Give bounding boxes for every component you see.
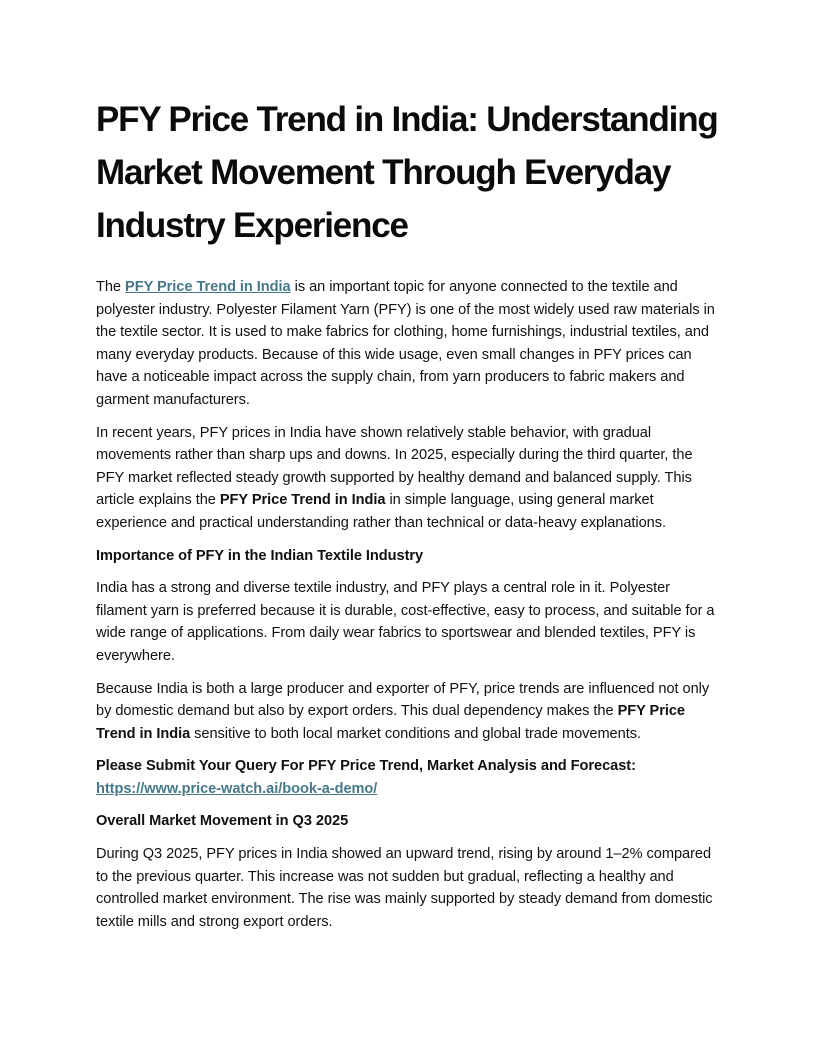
intro-text-start: The <box>96 279 126 295</box>
recent-years-paragraph <box>96 422 724 535</box>
book-demo-link[interactable]: https://www.price-watch.ai/book-a-demo/ <box>96 780 378 797</box>
dual-dependency-text-start: Because India is both a large producer and exporter of PFY, price trends are influenced not only by domestic demand but also by export orders. This dual dependency makes the <box>96 680 710 720</box>
intro-text-rest: is an important topic for anyone connected to the textile and polyester industry. Polyester Filament Yarn (PFY) is one of the most widely used raw materials in the textile sector. It is used to make fabrics for clothing, home furnishings, industrial textiles, and many everyday products. Because of this wide usage, even small changes in PFY prices can have a noticeable impact across the supply chain, from yarn producers to fabric makers and garment manufacturers. <box>96 279 715 408</box>
recent-years-text-start: In recent years, PFY prices in India have shown relatively stable behavior, with gradual movements rather than sharp ups and downs. In 2025, especially during the third quarter, the PFY market reflected steady growth supported by healthy demand and balanced supply. This article explains the <box>96 424 693 509</box>
intro-paragraph <box>96 276 724 412</box>
document-page <box>96 0 724 933</box>
dual-dependency-text-rest: sensitive to both local market conditions and global trade movements. <box>190 725 641 742</box>
pfy-price-trend-link[interactable]: PFY Price Trend in India <box>125 279 291 295</box>
query-paragraph <box>96 755 724 800</box>
recent-years-text-rest: in simple language, using general market experience and practical understanding rather than technical or data-heavy explanations. <box>96 492 666 531</box>
importance-heading: Importance of PFY in the Indian Textile Industry <box>96 547 424 564</box>
importance-paragraph: India has a strong and diverse textile industry, and PFY plays a central role in it. Polyester filament yarn is preferred because it is durable, cost-effective, easy to process, and suitable for a wide range of applications. From daily wear fabrics to sportswear and blended textiles, PFY is everywhere. <box>96 580 715 664</box>
q3-paragraph: During Q3 2025, PFY prices in India showed an upward trend, rising by around 1–2% compared to the previous quarter. This increase was not sudden but gradual, reflecting a healthy and controlled market environment. The rise was mainly supported by steady demand from domestic textile mills and strong export orders. <box>96 846 713 930</box>
dual-dependency-paragraph <box>96 678 724 746</box>
document-title: PFY Price Trend in India: Understanding Market Movement Through Everyday Industry Experience <box>96 100 718 245</box>
dual-dependency-bold-term: PFY Price Trend in India <box>96 703 685 742</box>
recent-years-bold-term: PFY Price Trend in India <box>219 492 386 509</box>
overall-movement-heading: Overall Market Movement in Q3 2025 <box>96 813 349 830</box>
query-text: Please Submit Your Query For PFY Price Trend, Market Analysis and Forecast: <box>96 758 636 775</box>
